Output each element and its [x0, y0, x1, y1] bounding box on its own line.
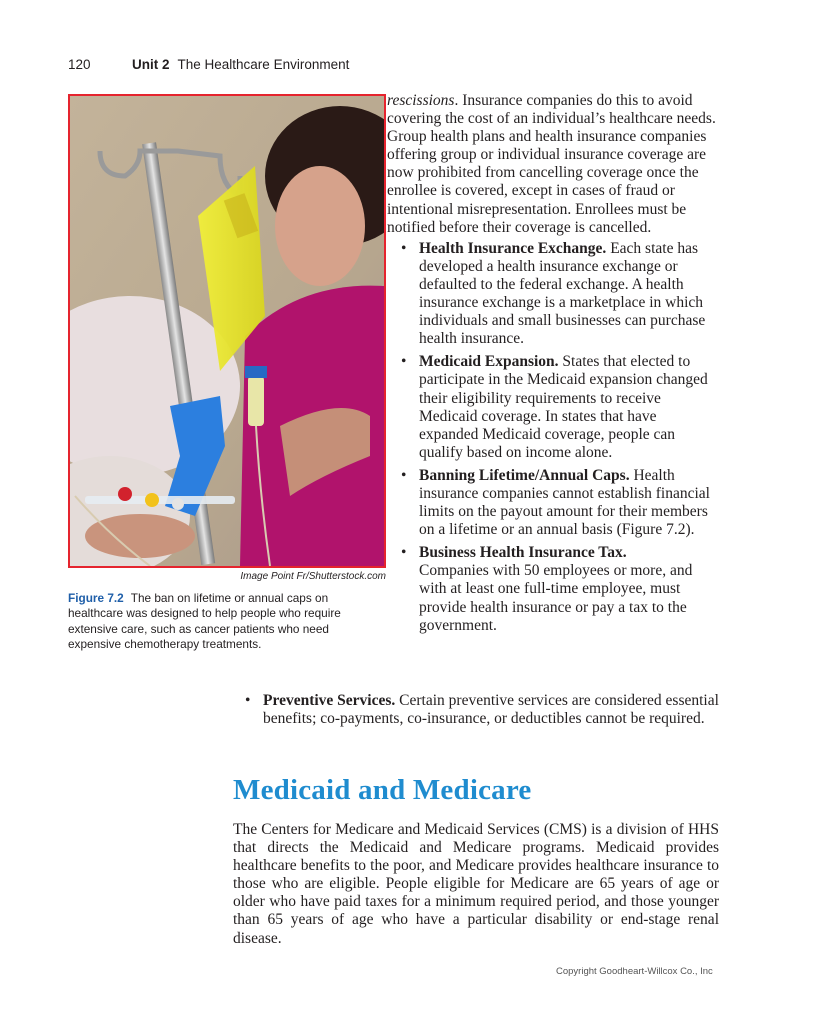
section-paragraph: The Centers for Medicare and Medicaid Services (CMS) is a division of HHS that directs the Medicaid and Medicare programs. Medicaid provides healthcare benefits to the poor, and Medicare provides healthcare insurance to those who are eligible. People eligible for Medicare are 65 years of age or older who have paid taxes for a minimum required period, and those younger than 65 years of age who have a particular disability or end-stage renal disease. — [233, 821, 719, 947]
figure-caption — [68, 591, 378, 652]
bullet-term: Medicaid Expansion. — [419, 353, 559, 371]
intro-paragraph — [387, 92, 719, 237]
bullet-term: Health Insurance Exchange. — [419, 239, 607, 257]
figure-image — [68, 94, 386, 568]
bullet-text: Companies with 50 employees or more, and with at least one full-time employee, must provide health insurance or pay a tax to the government. — [419, 562, 693, 634]
preventive-list — [231, 692, 721, 728]
list-item-banning-caps — [387, 467, 719, 539]
bullet-term: Preventive Services. — [263, 692, 396, 709]
iv-photo-illustration — [70, 96, 384, 566]
unit-title: The Healthcare Environment — [177, 57, 350, 72]
bullet-text: States that elected to participate in the Medicaid expansion changed their eligibility requirements to receive Medicaid coverage. In states that have expanded Medicaid coverage, people can qualify based on income alone. — [419, 353, 708, 461]
bullet-term: Business Health Insurance Tax. — [419, 544, 627, 562]
right-column — [387, 92, 719, 640]
intro-italic-term: rescissions — [387, 92, 455, 109]
bullet-text: Health insurance companies cannot establish financial limits on the payout amount for their members on a lifetime or an annual basis (Figure 7.2). — [419, 466, 710, 539]
list-item-preventive-services — [231, 692, 721, 728]
figure-caption-text: The ban on lifetime or annual caps on healthcare was designed to help people who require extensive care, such as cancer patients who need expensive chemotherapy treatments. — [68, 591, 341, 651]
list-item-health-insurance-exchange — [387, 240, 719, 349]
bullet-text: Certain preventive services are considered essential benefits; co-payments, co-insurance, or deductibles cannot be required. — [263, 692, 719, 728]
page-number: 120 — [68, 57, 91, 72]
copyright-footer: Copyright Goodheart-Willcox Co., Inc — [556, 966, 713, 977]
unit-label: Unit 2 — [132, 57, 170, 72]
list-item-medicaid-expansion — [387, 353, 719, 462]
figure-label: Figure 7.2 — [68, 591, 124, 605]
list-item-business-tax — [387, 544, 719, 634]
image-credit: Image Point Fr/Shutterstock.com — [240, 571, 386, 582]
section-heading: Medicaid and Medicare — [233, 774, 532, 806]
bullet-term: Banning Lifetime/Annual Caps. — [419, 466, 630, 484]
running-head — [68, 57, 349, 72]
bullet-text: Each state has developed a health insurance exchange or defaulted to the federal exchange. A health insurance exchange is a marketplace in which individuals and small businesses can purchase health insurance. — [419, 239, 706, 348]
provisions-list — [387, 240, 719, 635]
intro-text: . Insurance companies do this to avoid covering the cost of an individual’s healthcare needs. Group health plans and health insurance companies offering group or individual insurance coverage are now prohibited from cancelling coverage once the enrollee is covered, except in cases of fraud or intentional misrepresentation. Enrollees must be notified before their coverage is cancelled. — [387, 92, 716, 236]
wide-bullet-block — [231, 689, 721, 733]
